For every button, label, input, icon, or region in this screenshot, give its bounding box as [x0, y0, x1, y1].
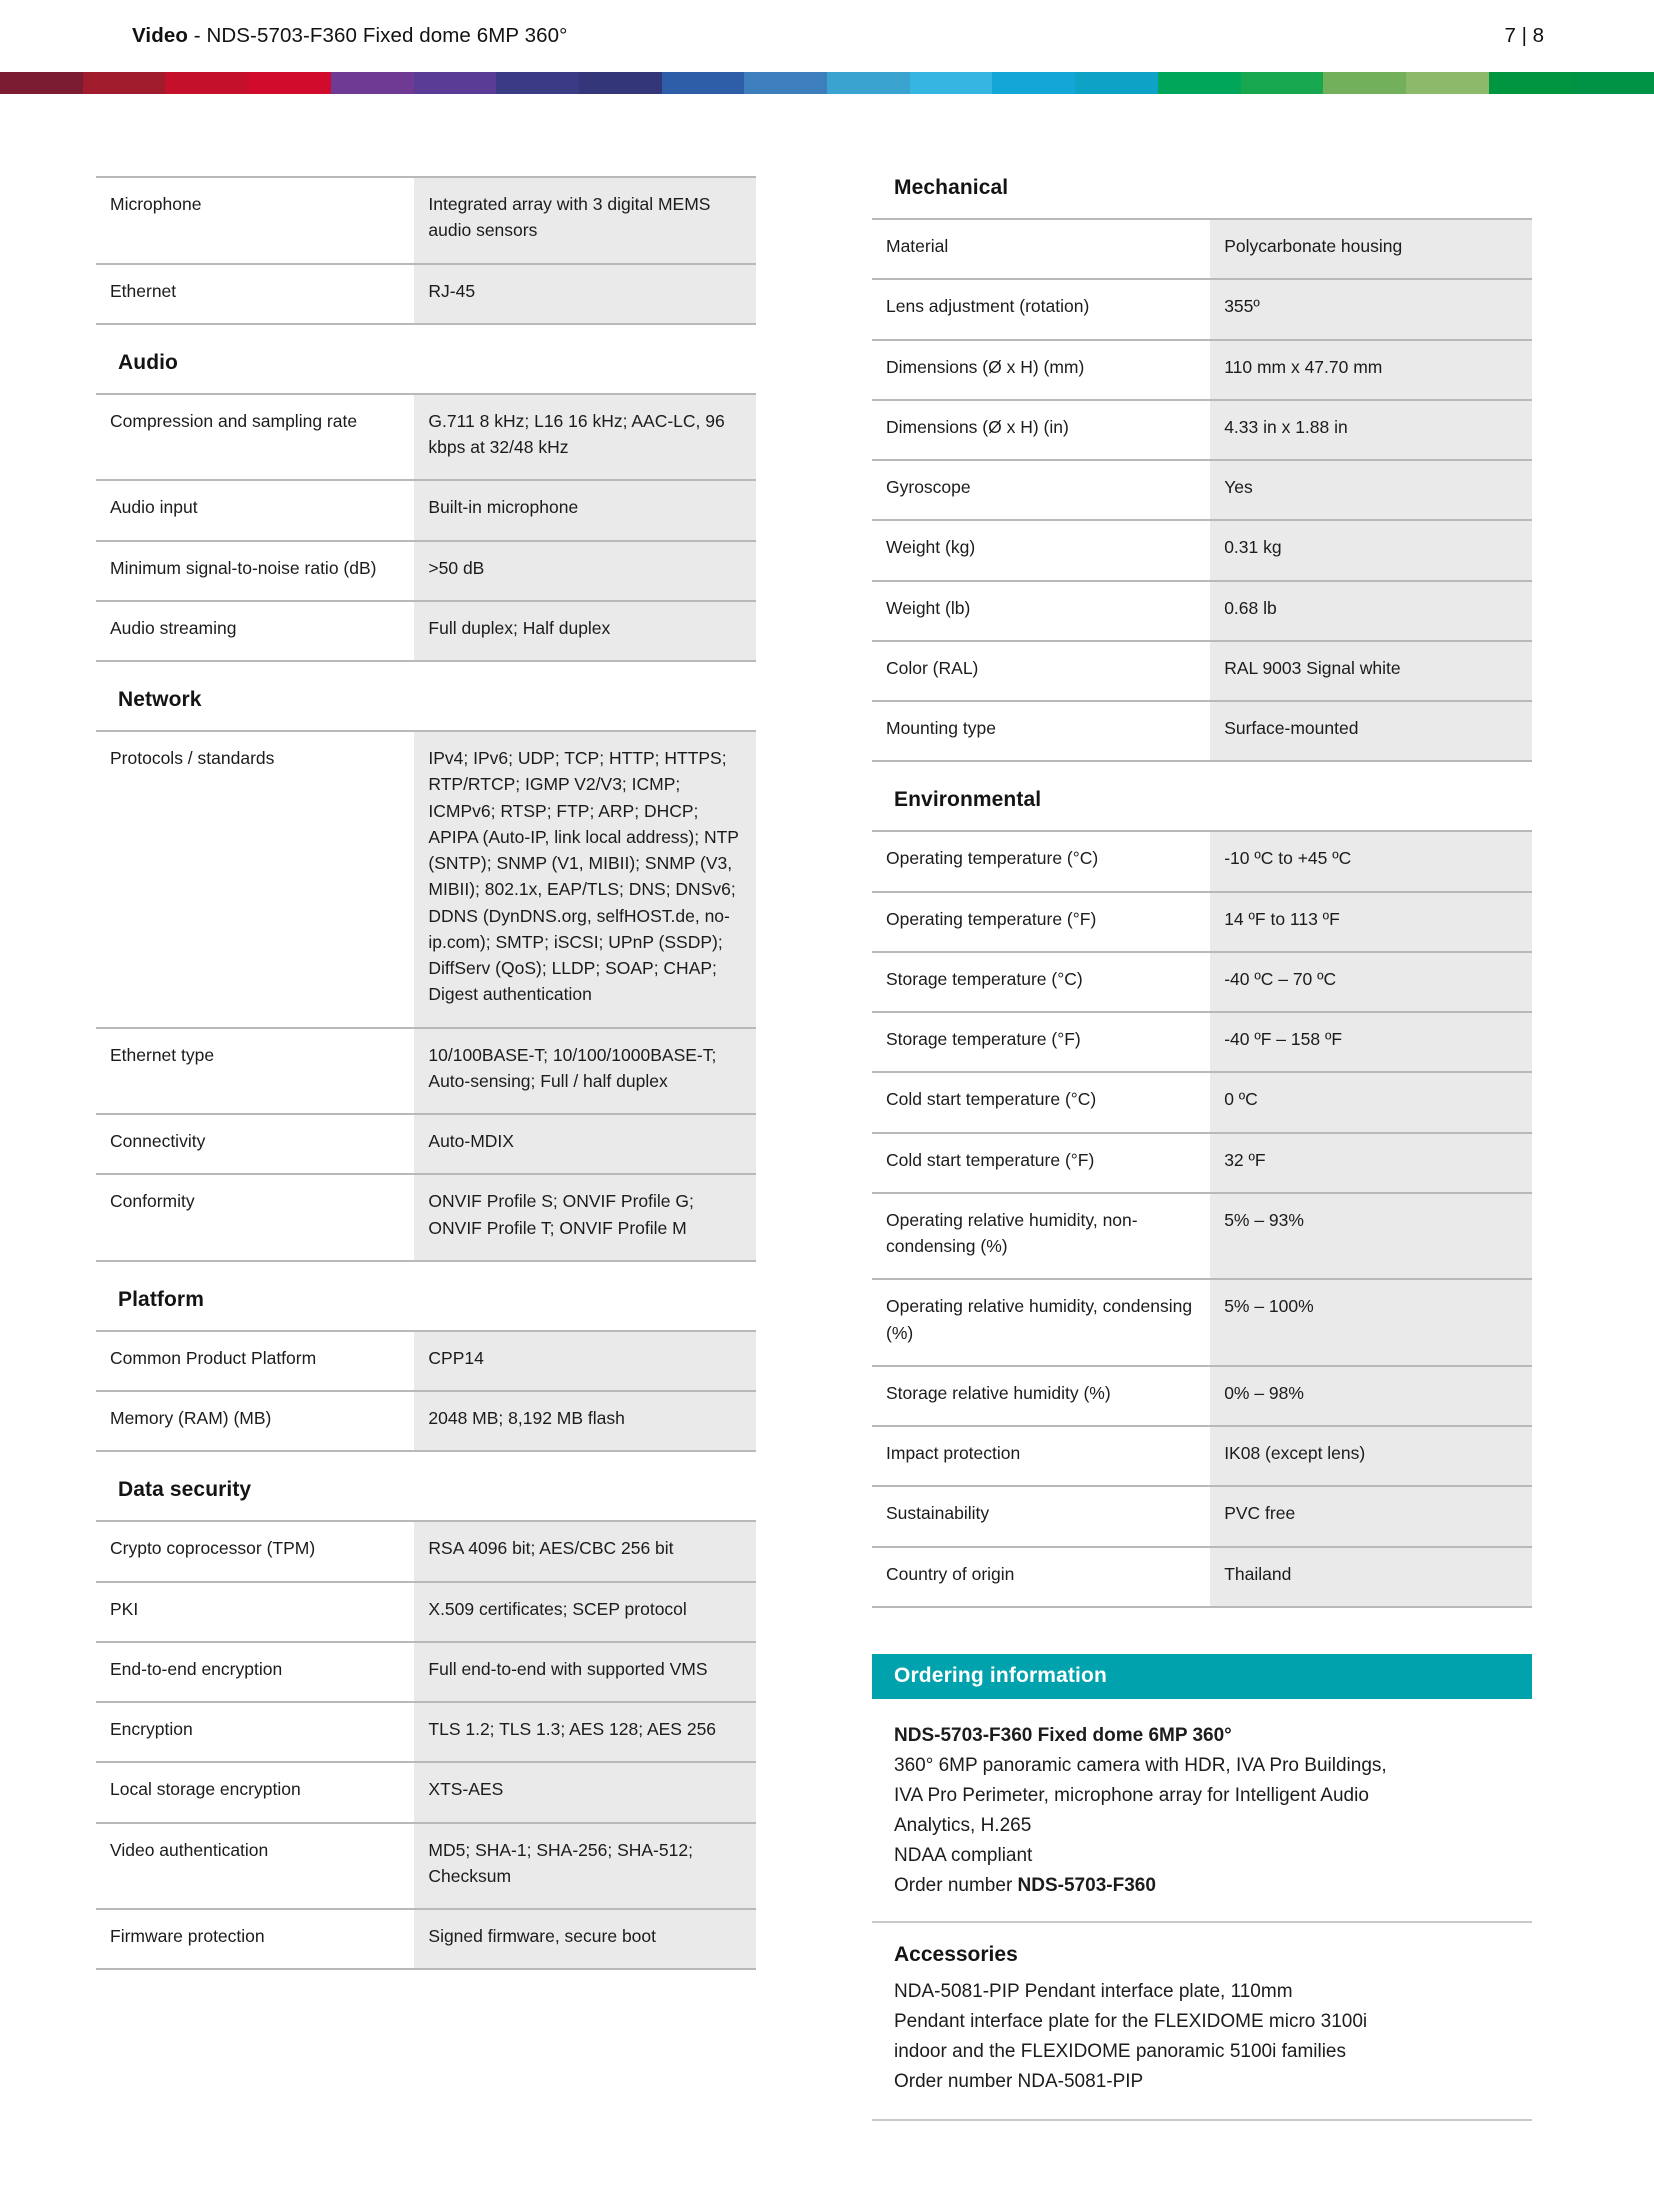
ordering-description-line: Analytics, H.265 [894, 1814, 1032, 1836]
brand-color-segment-12 [992, 72, 1075, 94]
spec-key: Memory (RAM) (MB) [96, 1391, 414, 1451]
table-row [872, 1012, 1532, 1072]
table-row [96, 1702, 756, 1762]
brand-color-segment-4 [331, 72, 414, 94]
spec-value: Full duplex; Half duplex [414, 601, 756, 661]
spec-key: Crypto coprocessor (TPM) [96, 1521, 414, 1581]
page-number: 7 | 8 [1504, 24, 1544, 47]
table-row [96, 1823, 756, 1910]
table-row [872, 641, 1532, 701]
ordering-information-body [872, 1699, 1532, 1901]
accessory-description-line: Pendant interface plate for the FLEXIDOME micro 3100i [894, 2010, 1368, 2032]
spec-value: G.711 8 kHz; L16 16 kHz; AAC-LC, 96 kbps at 32/48 kHz [414, 394, 756, 481]
table-row [96, 731, 756, 1028]
spec-value: -40 ºC – 70 ºC [1210, 952, 1532, 1012]
table-row [872, 219, 1532, 279]
brand-color-segment-15 [1241, 72, 1324, 94]
spec-key: Operating temperature (°C) [872, 831, 1210, 891]
spec-key: Audio input [96, 480, 414, 540]
accessories-heading: Accessories [894, 1942, 1018, 1966]
spec-value: Yes [1210, 460, 1532, 520]
right-column [872, 176, 1532, 2121]
spec-key: Microphone [96, 177, 414, 264]
section-heading: Data security [118, 1478, 252, 1502]
brand-color-segment-19 [1571, 72, 1654, 94]
accessory-order-number-label: Order number [894, 2070, 1018, 2092]
spec-key: Common Product Platform [96, 1331, 414, 1391]
table-row [96, 1114, 756, 1174]
table-row [872, 520, 1532, 580]
spec-value: Full end-to-end with supported VMS [414, 1642, 756, 1702]
spec-key: Color (RAL) [872, 641, 1210, 701]
page-header [0, 0, 1654, 72]
brand-color-segment-6 [496, 72, 579, 94]
section-heading: Platform [118, 1287, 204, 1311]
section-heading: Network [118, 688, 202, 711]
page-title-rest: - NDS-5703-F360 Fixed dome 6MP 360° [187, 24, 568, 47]
brand-color-segment-5 [414, 72, 497, 94]
table-row [872, 460, 1532, 520]
table-row [872, 892, 1532, 952]
brand-color-segment-2 [165, 72, 248, 94]
spec-key: Video authentication [96, 1823, 414, 1910]
ordering-description-line: 360° 6MP panoramic camera with HDR, IVA Pro Buildings, [894, 1754, 1387, 1776]
ordering-product-name: NDS-5703-F360 Fixed dome 6MP 360° [894, 1724, 1232, 1746]
section-heading: Mechanical [894, 176, 1009, 199]
accessory-order-number-value: NDA-5081-PIP [1017, 2070, 1144, 2092]
spec-key: Firmware protection [96, 1909, 414, 1969]
brand-color-segment-11 [910, 72, 993, 94]
brand-color-segment-0 [0, 72, 83, 94]
spec-table [96, 730, 756, 1262]
table-row [872, 1133, 1532, 1193]
spec-value: 5% – 93% [1210, 1193, 1532, 1280]
table-row [872, 279, 1532, 339]
spec-value: 0.68 lb [1210, 581, 1532, 641]
spec-table [96, 176, 756, 325]
spec-value: 110 mm x 47.70 mm [1210, 340, 1532, 400]
accessories-divider [872, 2119, 1532, 2121]
spec-key: Audio streaming [96, 601, 414, 661]
spec-key: Encryption [96, 1702, 414, 1762]
table-row [872, 952, 1532, 1012]
table-row [872, 340, 1532, 400]
ordering-order-number-row [894, 1871, 1532, 1901]
table-row [872, 831, 1532, 891]
spec-value: 32 ºF [1210, 1133, 1532, 1193]
spec-value: 10/100BASE-T; 10/100/1000BASE-T; Auto-sensing; Full / half duplex [414, 1028, 756, 1115]
spec-key: Cold start temperature (°F) [872, 1133, 1210, 1193]
spec-key: Operating temperature (°F) [872, 892, 1210, 952]
spec-value: Auto-MDIX [414, 1114, 756, 1174]
spec-value: RJ-45 [414, 264, 756, 324]
spec-key: Cold start temperature (°C) [872, 1072, 1210, 1132]
table-row [872, 1426, 1532, 1486]
table-row [96, 541, 756, 601]
spec-key: Local storage encryption [96, 1762, 414, 1822]
spec-table [96, 1330, 756, 1453]
spec-value: Polycarbonate housing [1210, 219, 1532, 279]
spec-value: -40 ºF – 158 ºF [1210, 1012, 1532, 1072]
spec-value: IPv4; IPv6; UDP; TCP; HTTP; HTTPS; RTP/RTCP; IGMP V2/V3; ICMP; ICMPv6; RTSP; FTP; ARP; DHCP; APIPA (Auto-IP, link local address); NTP (SNTP); SNMP (V1, MIBII); SNMP (V3, MIBII); 802.1x, EAP/TLS; DNS; DNSv6; DDNS (DynDNS.org, selfHOST.de, no-ip.com); SMTP; iSCSI; UPnP (SSDP); DiffServ (QoS); LLDP; SOAP; CHAP; Digest authentication [414, 731, 756, 1028]
spec-key: Sustainability [872, 1486, 1210, 1546]
table-row [96, 1391, 756, 1451]
spec-key: Weight (lb) [872, 581, 1210, 641]
brand-color-segment-18 [1489, 72, 1572, 94]
spec-value: PVC free [1210, 1486, 1532, 1546]
table-row [96, 264, 756, 324]
spec-key: Dimensions (Ø x H) (mm) [872, 340, 1210, 400]
table-row [872, 581, 1532, 641]
spec-key: Weight (kg) [872, 520, 1210, 580]
spec-value: 355º [1210, 279, 1532, 339]
table-row [872, 1486, 1532, 1546]
spec-table [872, 218, 1532, 762]
table-row [96, 1521, 756, 1581]
spec-value: >50 dB [414, 541, 756, 601]
page-title [132, 24, 567, 48]
spec-key: Impact protection [872, 1426, 1210, 1486]
spec-key: Minimum signal-to-noise ratio (dB) [96, 541, 414, 601]
spec-table [872, 830, 1532, 1608]
spec-value: IK08 (except lens) [1210, 1426, 1532, 1486]
accessory-description-line: indoor and the FLEXIDOME panoramic 5100i families [894, 2040, 1347, 2062]
ordering-information-bar: Ordering information [872, 1654, 1532, 1699]
spec-value: TLS 1.2; TLS 1.3; AES 128; AES 256 [414, 1702, 756, 1762]
brand-color-segment-3 [248, 72, 331, 94]
spec-value: -10 ºC to +45 ºC [1210, 831, 1532, 891]
spec-value: 0 ºC [1210, 1072, 1532, 1132]
brand-color-segment-9 [744, 72, 827, 94]
brand-color-segment-13 [1075, 72, 1158, 94]
spec-key: End-to-end encryption [96, 1642, 414, 1702]
table-row [872, 1279, 1532, 1366]
spec-value: ONVIF Profile S; ONVIF Profile G; ONVIF Profile T; ONVIF Profile M [414, 1174, 756, 1261]
brand-color-segment-1 [83, 72, 166, 94]
spec-key: Country of origin [872, 1547, 1210, 1607]
brand-color-segment-14 [1158, 72, 1241, 94]
table-row [96, 1174, 756, 1261]
spec-key: Storage relative humidity (%) [872, 1366, 1210, 1426]
spec-key: Conformity [96, 1174, 414, 1261]
spec-value: 2048 MB; 8,192 MB flash [414, 1391, 756, 1451]
table-row [96, 1762, 756, 1822]
spec-table [96, 1520, 756, 1970]
table-row [872, 701, 1532, 761]
spec-key: Mounting type [872, 701, 1210, 761]
table-row [872, 1193, 1532, 1280]
spec-key: Storage temperature (°C) [872, 952, 1210, 1012]
spec-value: Built-in microphone [414, 480, 756, 540]
spec-value: X.509 certificates; SCEP protocol [414, 1582, 756, 1642]
ordering-description-line: IVA Pro Perimeter, microphone array for Intelligent Audio [894, 1784, 1369, 1806]
spec-value: RSA 4096 bit; AES/CBC 256 bit [414, 1521, 756, 1581]
ordering-description-line: NDAA compliant [894, 1844, 1033, 1866]
spec-key: Protocols / standards [96, 731, 414, 1028]
left-column [96, 176, 756, 1970]
spec-value: 0.31 kg [1210, 520, 1532, 580]
spec-key: Material [872, 219, 1210, 279]
accessory-order-number-row [894, 2067, 1532, 2097]
table-row [96, 177, 756, 264]
spec-key: Operating relative humidity, non-condensing (%) [872, 1193, 1210, 1280]
spec-value: MD5; SHA-1; SHA-256; SHA-512; Checksum [414, 1823, 756, 1910]
spec-key: PKI [96, 1582, 414, 1642]
spec-value: Integrated array with 3 digital MEMS audio sensors [414, 177, 756, 264]
table-row [96, 480, 756, 540]
accessories-body [872, 1971, 1532, 2097]
brand-color-segment-8 [662, 72, 745, 94]
spec-key: Ethernet [96, 264, 414, 324]
spec-value: 5% – 100% [1210, 1279, 1532, 1366]
spec-value: 14 ºF to 113 ºF [1210, 892, 1532, 952]
section-heading: Audio [118, 350, 178, 374]
ordering-order-number-value: NDS-5703-F360 [1017, 1874, 1156, 1896]
spec-value: Signed firmware, secure boot [414, 1909, 756, 1969]
spec-key: Lens adjustment (rotation) [872, 279, 1210, 339]
table-row [872, 1547, 1532, 1607]
spec-key: Gyroscope [872, 460, 1210, 520]
spec-key: Dimensions (Ø x H) (in) [872, 400, 1210, 460]
ordering-order-number-label: Order number [894, 1874, 1018, 1896]
table-row [96, 1028, 756, 1115]
brand-color-segment-10 [827, 72, 910, 94]
table-row [872, 1366, 1532, 1426]
spec-value: 0% – 98% [1210, 1366, 1532, 1426]
section-heading: Environmental [894, 788, 1042, 812]
spec-value: CPP14 [414, 1331, 756, 1391]
spec-value: Thailand [1210, 1547, 1532, 1607]
table-row [96, 1331, 756, 1391]
spec-value: RAL 9003 Signal white [1210, 641, 1532, 701]
page-title-bold: Video [132, 24, 188, 47]
brand-color-segment-16 [1323, 72, 1406, 94]
table-row [96, 1642, 756, 1702]
brand-color-segment-17 [1406, 72, 1489, 94]
brand-color-bar [0, 72, 1654, 94]
table-row [96, 1909, 756, 1969]
spec-key: Ethernet type [96, 1028, 414, 1115]
spec-value: 4.33 in x 1.88 in [1210, 400, 1532, 460]
spec-value: Surface-mounted [1210, 701, 1532, 761]
accessory-product-name: NDA-5081-PIP Pendant interface plate, 110mm [894, 1980, 1293, 2002]
spec-value: XTS-AES [414, 1762, 756, 1822]
table-row [872, 1072, 1532, 1132]
brand-color-segment-7 [579, 72, 662, 94]
spec-key: Compression and sampling rate [96, 394, 414, 481]
table-row [96, 1582, 756, 1642]
spec-key: Connectivity [96, 1114, 414, 1174]
spec-key: Storage temperature (°F) [872, 1012, 1210, 1072]
spec-key: Operating relative humidity, condensing (%) [872, 1279, 1210, 1366]
table-row [872, 400, 1532, 460]
table-row [96, 394, 756, 481]
table-row [96, 601, 756, 661]
spec-table [96, 393, 756, 662]
